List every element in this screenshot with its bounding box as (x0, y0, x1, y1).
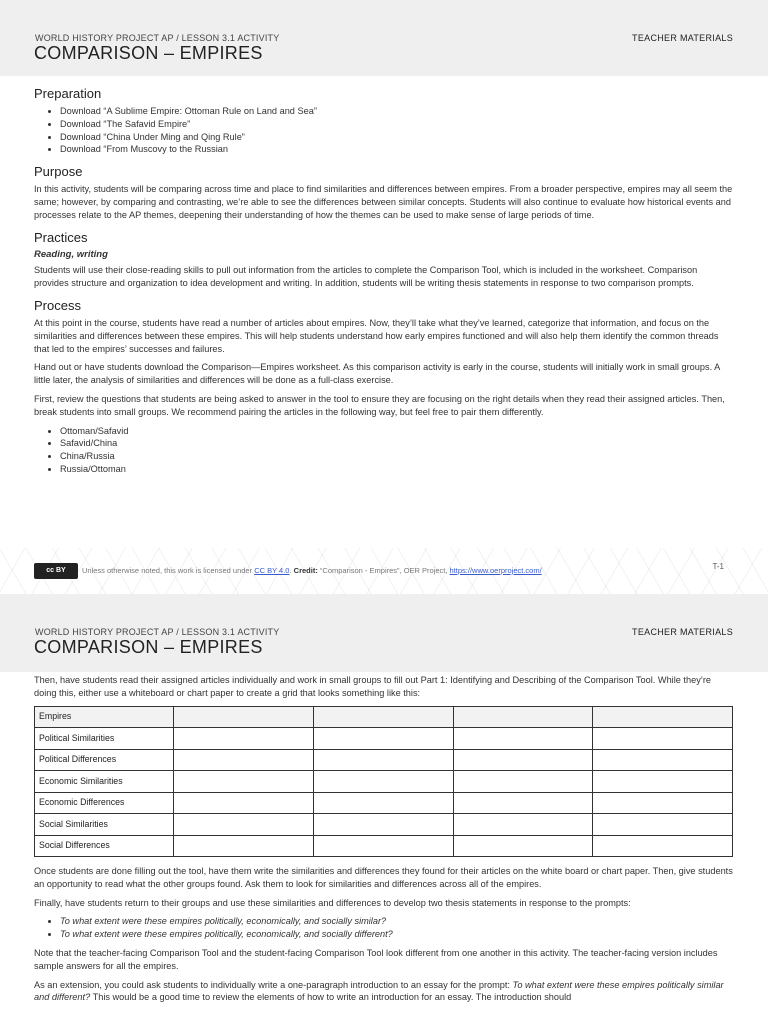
pairing-list (34, 425, 734, 476)
process-paragraph-1: At this point in the course, students have read a number of articles about empires. Now, they’ll take what they’ve learned, categorize that information, and focus on the similarities and differences between these empires. This will help students understand how early empires functioned and will also help them identify the common threads that led to the empires’ successes and failures. (34, 317, 719, 354)
license-text: Unless otherwise noted, this work is licensed under CC BY 4.0. Credit: “Comparison - Empires”, OER Project, https://www.oerproject.com/ (82, 566, 542, 575)
preparation-heading: Preparation (34, 86, 102, 101)
grid-cell (313, 835, 453, 857)
list-item: • Download “China Under Ming and Qing Rule” (60, 131, 734, 144)
finally-text: Finally, have students return to their groups and use these similarities and differences to develop two thesis statements in response to the prompts: (34, 897, 631, 908)
table-row (35, 792, 733, 814)
grid-cell (313, 749, 453, 771)
grid-cell (593, 835, 733, 857)
grid-cell (313, 792, 453, 814)
grid-cell (593, 749, 733, 771)
row-label: Political Similarities (35, 728, 174, 750)
process-paragraph-3: First, review the questions that students are being asked to answer in the tool to ensure they are focusing on the right details when they read their assigned articles. Then, break students into small groups. We recommend pairing the articles in the following way, but feel free to pair them differently. (34, 393, 725, 417)
grid-cell (174, 835, 314, 857)
practices-subheading: Reading, writing (34, 248, 108, 260)
credit-label: Credit: (293, 566, 318, 575)
grid-cell (453, 706, 593, 728)
list-item: • To what extent were these empires politically, economically, and socially similar? (60, 915, 734, 928)
grid-cell (174, 728, 314, 750)
list-item: • Download “From Muscovy to the Russian (60, 143, 734, 156)
practices-section (34, 230, 734, 290)
table-row (35, 706, 733, 728)
row-label: Social Differences (35, 835, 174, 857)
teacher-materials-label: TEACHER MATERIALS (632, 627, 733, 637)
grid-cell (313, 728, 453, 750)
purpose-text: In this activity, students will be comparing across time and place to find similarities and differences between empires. From a broader perspective, empires may all seem the same; however, by comparing and contrasting, we’re able to see the differences between similar concepts. Students will also continue to evaluate how historical events and processes relate to the AP themes, deepening their understanding of how the themes can be used to make sense of large periods of time. (34, 184, 733, 220)
license-prefix: Unless otherwise noted, this work is licensed under (82, 566, 253, 575)
list-item: • China/Russia (60, 450, 734, 463)
cc-license-icon: cc BY (34, 563, 78, 579)
purpose-heading: Purpose (34, 164, 83, 180)
row-label: Economic Differences (35, 792, 174, 814)
page-1-content (34, 86, 734, 484)
grid-cell (174, 771, 314, 793)
prompt-list (34, 915, 734, 941)
grid-cell (174, 814, 314, 836)
row-label: Political Differences (35, 749, 174, 771)
comparison-grid (34, 706, 733, 858)
list-item: • To what extent were these empires politically, economically, and socially different? (60, 928, 734, 941)
row-label: Social Similarities (35, 814, 174, 836)
grid-cell (593, 814, 733, 836)
grid-cell (453, 749, 593, 771)
process-heading: Process (34, 297, 81, 313)
grid-cell (453, 835, 593, 857)
page-title: COMPARISON – EMPIRES (34, 43, 263, 63)
page-2-content (34, 674, 734, 1010)
credit-text: “Comparison - Empires”, OER Project, (319, 566, 448, 575)
page-footer (0, 548, 768, 594)
grid-cell (593, 728, 733, 750)
grid-cell (593, 771, 733, 793)
row-label: Empires (35, 706, 174, 728)
grid-cell (174, 706, 314, 728)
list-item: • Download “A Sublime Empire: Ottoman Rule on Land and Sea” (60, 105, 734, 118)
extension-end: This would be a good time to review the elements of how to write an introduction for an essay. The introduction should (92, 992, 572, 1003)
process-paragraph-2: Hand out or have students download the Comparison—Empires worksheet. As this comparison activity is early in the course, students will initially work in small groups. A little later, the analysis of similarities and differences will be done as a full-class exercise. (34, 362, 720, 386)
grid-intro-text: Then, have students read their assigned articles individually and work in small groups to fill out Part 1: Identifying and Describing of the Comparison Tool. While they’re doing this, either use a whiteboard or chart paper to create a grid that looks something like this: (34, 675, 711, 698)
oer-project-link[interactable]: https://www.oerproject.com/ (449, 566, 542, 575)
page-header (0, 0, 768, 76)
course-label: WORLD HISTORY PROJECT AP / LESSON 3.1 ACTIVITY (35, 627, 280, 637)
grid-cell (593, 706, 733, 728)
table-row (35, 835, 733, 857)
grid-cell (453, 728, 593, 750)
page-number: T-1 (712, 562, 724, 571)
table-row (35, 728, 733, 750)
teacher-materials-label: TEACHER MATERIALS (632, 33, 733, 43)
list-item: • Russia/Ottoman (60, 463, 734, 476)
list-item: • Safavid/China (60, 437, 734, 450)
grid-cell (453, 771, 593, 793)
page-title: COMPARISON – EMPIRES (34, 637, 263, 657)
preparation-list (34, 105, 734, 156)
page-2 (0, 594, 768, 1024)
grid-cell (313, 814, 453, 836)
grid-cell (453, 792, 593, 814)
table-row (35, 771, 733, 793)
list-item: • Download “The Safavid Empire” (60, 118, 734, 131)
table-row (35, 814, 733, 836)
practices-heading: Practices (34, 229, 88, 245)
grid-cell (174, 792, 314, 814)
purpose-section (34, 164, 734, 221)
after-grid-text: Once students are done filling out the tool, have them write the similarities and differences they found for their articles on the white board or chart paper. Then, give students an opportunity to read what the other groups found. Ask them to look for similarities and differences across all of the empires. (34, 866, 733, 889)
table-row (35, 749, 733, 771)
process-section (34, 298, 734, 476)
grid-cell (313, 706, 453, 728)
note-text: Note that the teacher-facing Comparison Tool and the student-facing Comparison Tool look different from one another in this activity. The teacher-facing version includes sample answers for all the empires. (34, 948, 718, 971)
grid-cell (313, 771, 453, 793)
extension-prompt: To what extent were these empires politically similar and different? (34, 979, 724, 1003)
grid-cell (593, 792, 733, 814)
license-link[interactable]: CC BY 4.0 (254, 566, 290, 575)
row-label: Economic Similarities (35, 771, 174, 793)
extension-text (34, 979, 734, 1005)
list-item: • Ottoman/Safavid (60, 425, 734, 438)
preparation-section (34, 86, 734, 156)
page-header (0, 594, 768, 672)
grid-cell (174, 749, 314, 771)
extension-start: As an extension, you could ask students to individually write a one-paragraph introduction to an essay for the prompt: (34, 979, 510, 990)
grid-cell (453, 814, 593, 836)
course-label: WORLD HISTORY PROJECT AP / LESSON 3.1 ACTIVITY (35, 33, 280, 43)
practices-text: Students will use their close-reading skills to pull out information from the articles to complete the Comparison Tool, which is included in the worksheet. Comparison provides structure and organization to idea development and writing. In addition, students will be writing thesis statements in response to two comparison prompts. (34, 265, 698, 289)
